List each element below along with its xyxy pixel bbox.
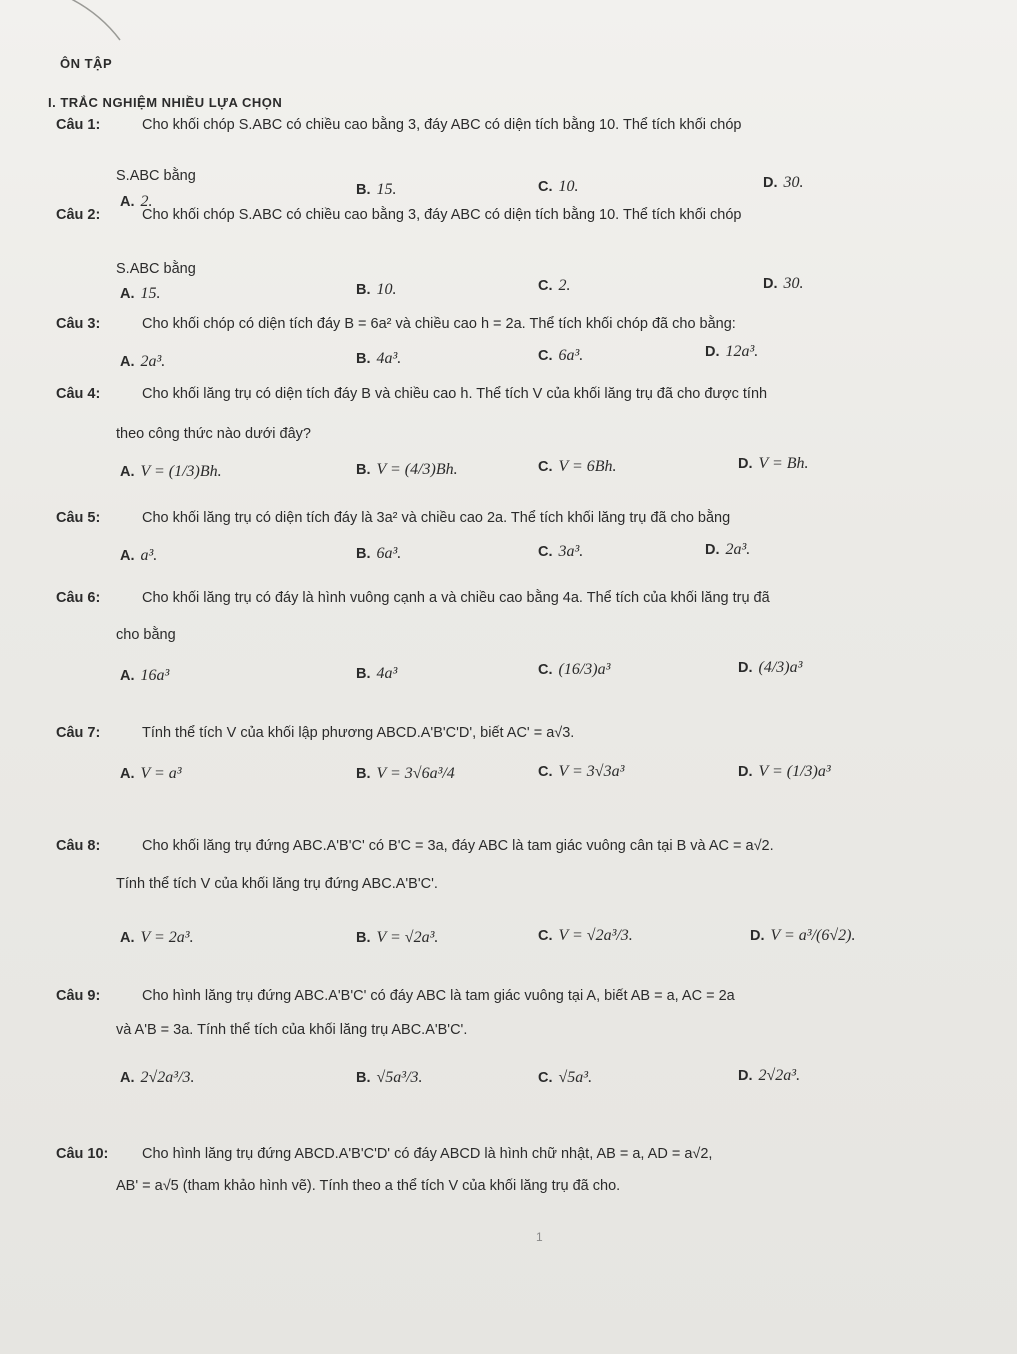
option-d — [738, 762, 831, 782]
option-b — [356, 180, 397, 200]
option-value: 4a³ — [376, 665, 398, 682]
option-value: a³. — [140, 547, 158, 564]
option-value: √5a³/3. — [376, 1069, 423, 1086]
option-a — [120, 1068, 195, 1088]
page-number: 1 — [536, 1230, 543, 1244]
question-text-cont: S.ABC bằng — [116, 261, 196, 277]
option-label: A. — [120, 194, 135, 210]
option-d — [705, 342, 758, 362]
option-c — [538, 346, 583, 366]
question-text: Cho hình lăng trụ đứng ABC.A'B'C' có đáy ABC là tam giác vuông tại A, biết AB = a, AC = 2a — [142, 988, 735, 1004]
option-label: D. — [750, 928, 765, 944]
option-d — [738, 658, 802, 678]
option-value: 15. — [376, 181, 397, 198]
option-label: B. — [356, 766, 371, 782]
option-value: 2. — [558, 277, 571, 294]
option-label: C. — [538, 662, 553, 678]
option-value: 2a³. — [725, 541, 751, 558]
option-label: B. — [356, 666, 371, 682]
option-label: A. — [120, 766, 135, 782]
option-value: V = √2a³/3. — [558, 927, 633, 944]
option-value: 12a³. — [725, 343, 759, 360]
question-text: Cho hình lăng trụ đứng ABCD.A'B'C'D' có đáy ABCD là hình chữ nhật, AB = a, AD = a√2, — [142, 1146, 713, 1162]
option-value: V = √2a³. — [376, 929, 439, 946]
question-text: Cho khối chóp có diện tích đáy B = 6a² và chiều cao h = 2a. Thể tích khối chóp đã cho bằng: — [142, 316, 736, 332]
section-heading: I. TRẮC NGHIỆM NHIỀU LỰA CHỌN — [48, 95, 283, 110]
question-text-cont: S.ABC bằng — [116, 168, 196, 184]
option-label: B. — [356, 1070, 371, 1086]
option-label: B. — [356, 462, 371, 478]
question-text: Cho khối lăng trụ đứng ABC.A'B'C' có B'C = 3a, đáy ABC là tam giác vuông cân tại B và AC = a√2. — [142, 838, 774, 854]
option-label: D. — [738, 764, 753, 780]
option-b — [356, 1068, 423, 1088]
option-d — [763, 274, 804, 294]
option-d — [763, 173, 804, 193]
option-label: A. — [120, 286, 135, 302]
option-label: D. — [705, 344, 720, 360]
option-label: C. — [538, 544, 553, 560]
option-label: A. — [120, 1070, 135, 1086]
option-c — [538, 660, 610, 680]
option-value: V = 6Bh. — [558, 458, 617, 475]
question-number: Câu 4: — [56, 386, 101, 402]
question-3 — [56, 314, 976, 334]
question-9 — [56, 986, 976, 1006]
option-label: A. — [120, 668, 135, 684]
question-number: Câu 2: — [56, 207, 101, 223]
option-label: B. — [356, 546, 371, 562]
option-value: V = 3√6a³/4 — [376, 765, 455, 782]
option-label: C. — [538, 928, 553, 944]
option-value: V = a³/(6√2). — [770, 927, 856, 944]
option-b — [356, 664, 397, 684]
option-b — [356, 544, 401, 564]
question-text: Tính thể tích V của khối lập phương ABCD.A'B'C'D', biết AC' = a√3. — [142, 725, 575, 741]
option-label: D. — [738, 1068, 753, 1084]
option-value: 6a³. — [376, 545, 402, 562]
option-label: A. — [120, 548, 135, 564]
option-value: V = Bh. — [758, 455, 809, 472]
option-label: A. — [120, 464, 135, 480]
option-value: 4a³. — [376, 350, 402, 367]
option-a — [120, 352, 165, 372]
question-5 — [56, 508, 976, 528]
question-text: Cho khối chóp S.ABC có chiều cao bằng 3, đáy ABC có diện tích bằng 10. Thể tích khối chóp — [142, 207, 742, 223]
question-text: Cho khối lăng trụ có diện tích đáy B và chiều cao h. Thể tích V của khối lăng trụ đã cho được tính — [142, 386, 768, 402]
option-a — [120, 928, 194, 948]
question-number: Câu 9: — [56, 988, 101, 1004]
option-label: B. — [356, 182, 371, 198]
option-label: C. — [538, 764, 553, 780]
option-label: D. — [763, 276, 778, 292]
option-a — [120, 764, 182, 784]
option-label: A. — [120, 354, 135, 370]
option-a — [120, 546, 157, 566]
option-b — [356, 349, 401, 369]
option-label: C. — [538, 1070, 553, 1086]
question-text-cont: Tính thể tích V của khối lăng trụ đứng ABC.A'B'C'. — [116, 876, 438, 892]
option-value: V = (4/3)Bh. — [376, 461, 458, 478]
option-label: D. — [738, 456, 753, 472]
question-10 — [56, 1144, 976, 1164]
option-value: 6a³. — [558, 347, 584, 364]
option-value: 16a³ — [140, 667, 170, 684]
option-value: 15. — [140, 285, 161, 302]
option-label: D. — [738, 660, 753, 676]
option-value: V = (1/3)Bh. — [140, 463, 222, 480]
option-d — [750, 926, 855, 946]
option-c — [538, 762, 624, 782]
option-value: 2a³. — [140, 353, 166, 370]
option-value: 2. — [140, 193, 153, 210]
option-value: (16/3)a³ — [558, 661, 611, 678]
question-text: Cho khối lăng trụ có đáy là hình vuông cạnh a và chiều cao bằng 4a. Thể tích của khối lăng trụ đã — [142, 590, 770, 606]
option-value: 2√2a³. — [758, 1067, 801, 1084]
option-b — [356, 764, 455, 784]
question-text: Cho khối lăng trụ có diện tích đáy là 3a² và chiều cao 2a. Thể tích khối lăng trụ đã cho bằng — [142, 510, 731, 526]
option-c — [538, 457, 617, 477]
page-curl-line — [30, 0, 210, 50]
question-text-cont: cho bằng — [116, 627, 176, 643]
option-label: C. — [538, 348, 553, 364]
question-number: Câu 8: — [56, 838, 101, 854]
option-b — [356, 460, 458, 480]
option-label: B. — [356, 351, 371, 367]
question-2 — [56, 205, 976, 225]
option-c — [538, 926, 633, 946]
option-value: V = a³ — [140, 765, 182, 782]
option-label: C. — [538, 179, 553, 195]
question-number: Câu 5: — [56, 510, 101, 526]
question-4 — [56, 384, 976, 404]
question-text-cont: AB' = a√5 (tham khảo hình vẽ). Tính theo a thể tích V của khối lăng trụ đã cho. — [116, 1178, 621, 1194]
option-d — [738, 454, 809, 474]
question-text-cont: theo công thức nào dưới đây? — [116, 426, 311, 442]
option-a — [120, 666, 169, 686]
question-text-cont: và A'B = 3a. Tính thể tích của khối lăng trụ ABC.A'B'C'. — [116, 1022, 468, 1038]
option-value: 2√2a³/3. — [140, 1069, 195, 1086]
option-value: 30. — [783, 174, 804, 191]
question-1 — [56, 115, 976, 135]
option-value: 10. — [558, 178, 579, 195]
option-d — [705, 540, 750, 560]
question-number: Câu 6: — [56, 590, 101, 606]
option-value: V = 2a³. — [140, 929, 194, 946]
option-value: 30. — [783, 275, 804, 292]
question-number: Câu 1: — [56, 117, 101, 133]
option-label: D. — [705, 542, 720, 558]
question-text: Cho khối chóp S.ABC có chiều cao bằng 3, đáy ABC có diện tích bằng 10. Thể tích khối chóp — [142, 117, 742, 133]
option-b — [356, 928, 438, 948]
option-label: C. — [538, 459, 553, 475]
option-value: 3a³. — [558, 543, 584, 560]
question-7 — [56, 723, 976, 743]
option-label: D. — [763, 175, 778, 191]
option-label: B. — [356, 930, 371, 946]
option-c — [538, 1068, 592, 1088]
option-label: C. — [538, 278, 553, 294]
option-a — [120, 284, 161, 304]
option-value: (4/3)a³ — [758, 659, 803, 676]
option-a — [120, 462, 222, 482]
question-8 — [56, 836, 976, 856]
option-c — [538, 177, 579, 197]
page-title: ÔN TẬP — [60, 56, 113, 71]
option-value: V = 3√3a³ — [558, 763, 625, 780]
option-value: V = (1/3)a³ — [758, 763, 831, 780]
option-value: 10. — [376, 281, 397, 298]
question-number: Câu 7: — [56, 725, 101, 741]
question-number: Câu 10: — [56, 1146, 109, 1162]
option-b — [356, 280, 397, 300]
option-c — [538, 276, 571, 296]
option-d — [738, 1066, 800, 1086]
question-6 — [56, 588, 976, 608]
question-number: Câu 3: — [56, 316, 101, 332]
option-value: √5a³. — [558, 1069, 593, 1086]
option-c — [538, 542, 583, 562]
option-label: B. — [356, 282, 371, 298]
option-label: A. — [120, 930, 135, 946]
